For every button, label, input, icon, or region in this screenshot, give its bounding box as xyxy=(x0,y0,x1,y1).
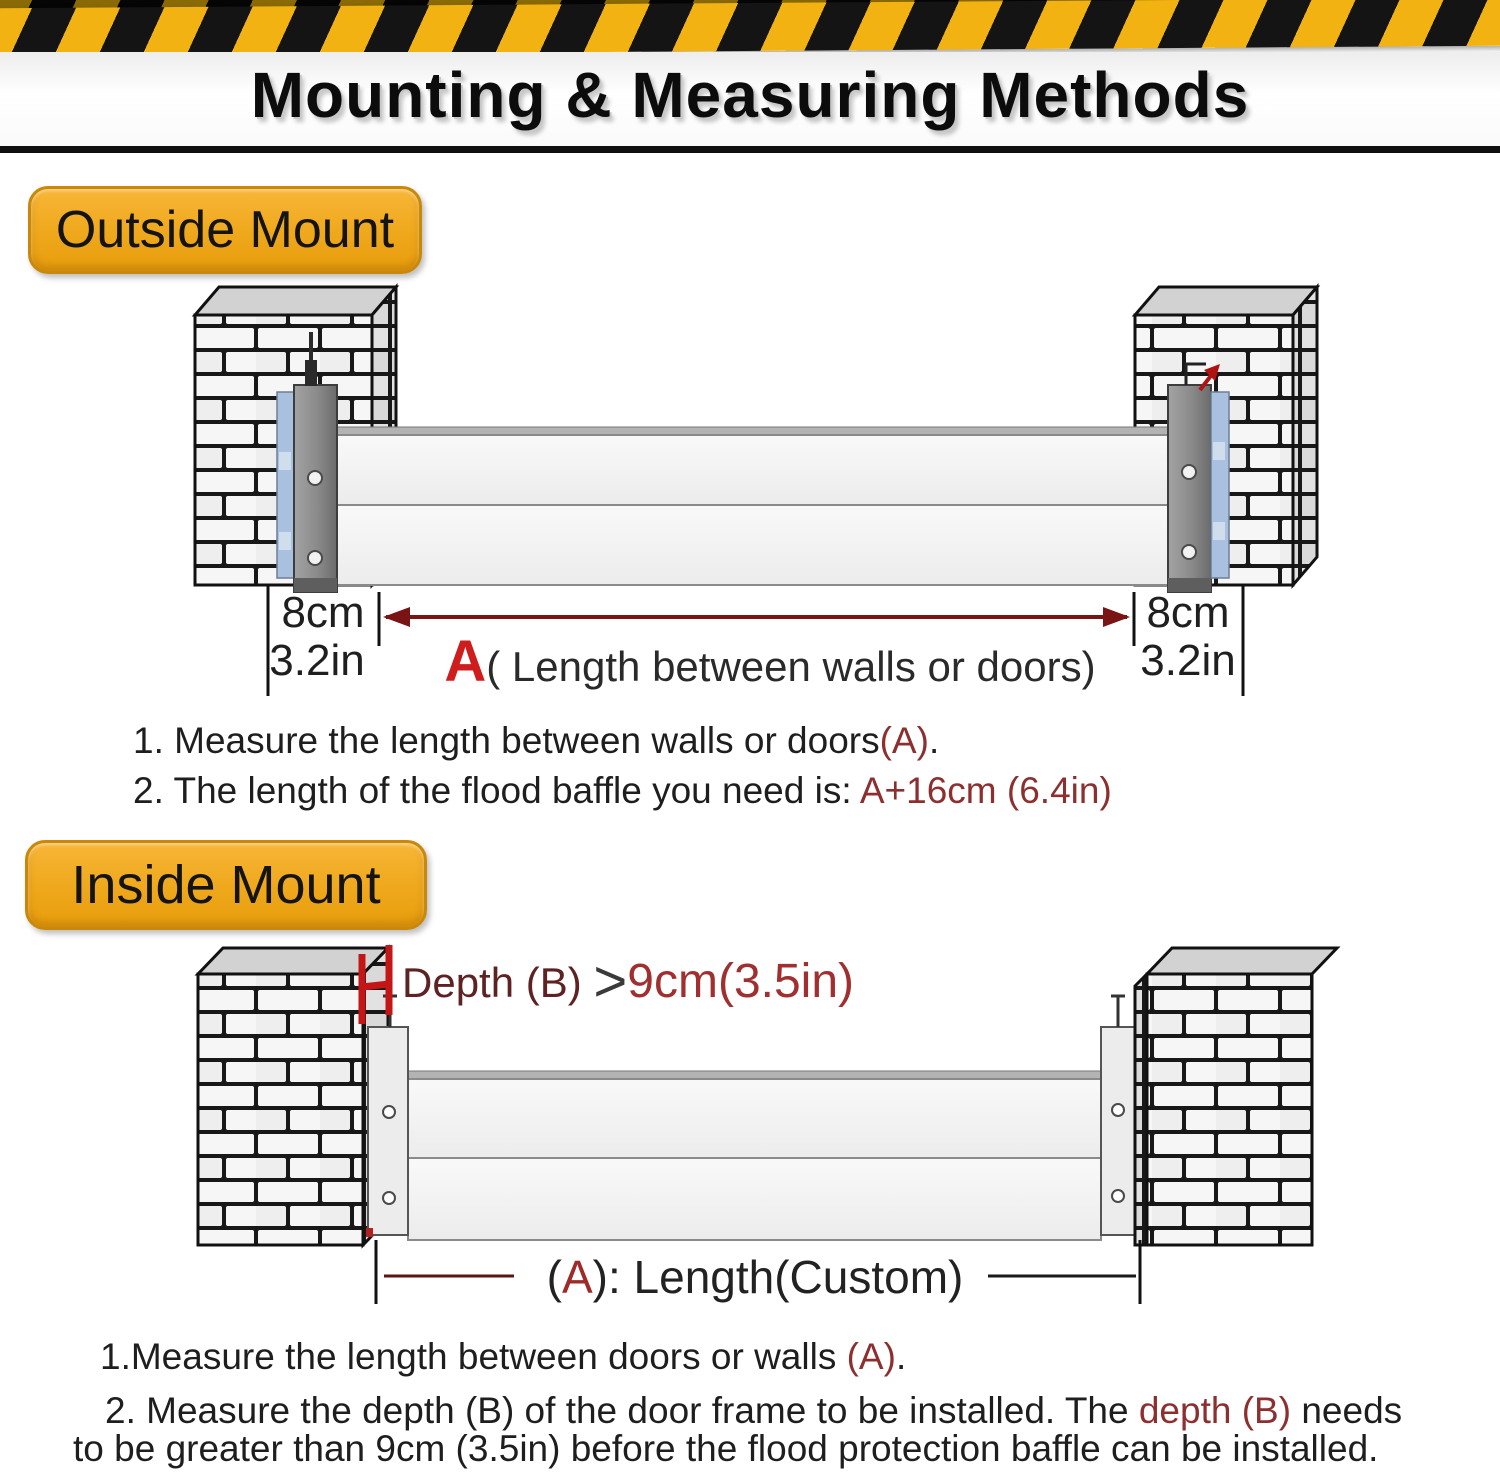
screw-hole xyxy=(383,1192,395,1204)
caution-tape xyxy=(0,0,1500,56)
barrier-panel-bottom xyxy=(337,505,1168,585)
barrier-panel-top xyxy=(408,1079,1101,1158)
inside-step-1: 1.Measure the length between doors or walls (A). xyxy=(100,1336,907,1377)
page-title: Mounting & Measuring Methods xyxy=(250,59,1250,131)
outside-mount-badge xyxy=(28,186,422,274)
offset-left-in: 3.2in xyxy=(269,636,365,685)
span-label-a: A xyxy=(444,629,487,694)
inside-step-2-line-1: 2. Measure the depth (B) of the door frame to be installed. The depth (B) needs xyxy=(105,1390,1403,1431)
inside-mount-badge xyxy=(25,840,427,930)
offset-left-cm: 8cm xyxy=(281,588,365,637)
screw-hole xyxy=(308,471,322,485)
length-custom-label: (A): Length(Custom) xyxy=(546,1251,964,1303)
flood-barrier xyxy=(337,427,1168,585)
span-label-text: ( Length between walls or doors) xyxy=(486,643,1096,690)
mounting-channel-right xyxy=(1168,364,1229,592)
brick-pillar-right-inside xyxy=(1135,948,1337,1245)
barrier-panel-bottom xyxy=(408,1158,1101,1240)
inside-mount-badge-label: Inside Mount xyxy=(71,855,381,915)
depth-label: Depth (B) >9cm(3.5in) xyxy=(402,949,855,1014)
outside-step-1: 1. Measure the length between walls or doors(A). xyxy=(133,720,940,761)
inside-step-2-line-2: to be greater than 9cm (3.5in) before the flood protection baffle can be installed. xyxy=(73,1428,1379,1469)
header-divider xyxy=(0,146,1500,153)
flood-barrier-inside xyxy=(408,1071,1101,1240)
gasket-right xyxy=(1211,392,1229,578)
offset-right-cm: 8cm xyxy=(1146,588,1230,637)
outside-mount-badge-label: Outside Mount xyxy=(55,201,395,259)
span-label xyxy=(430,628,1110,695)
inside-channel-left xyxy=(366,996,408,1237)
outside-step-2: 2. The length of the flood baffle you need is: A+16cm (6.4in) xyxy=(133,770,1112,811)
screw-hole xyxy=(1182,545,1196,559)
screw-hole xyxy=(1182,465,1196,479)
offset-right-in: 3.2in xyxy=(1140,636,1236,685)
gasket-left xyxy=(277,392,294,578)
screw-hole xyxy=(1112,1104,1124,1116)
barrier-panel-top xyxy=(337,435,1168,505)
inside-channel-right xyxy=(1101,996,1135,1235)
screw-hole xyxy=(308,551,322,565)
screw-hole xyxy=(1112,1190,1124,1202)
screw-hole xyxy=(383,1106,395,1118)
